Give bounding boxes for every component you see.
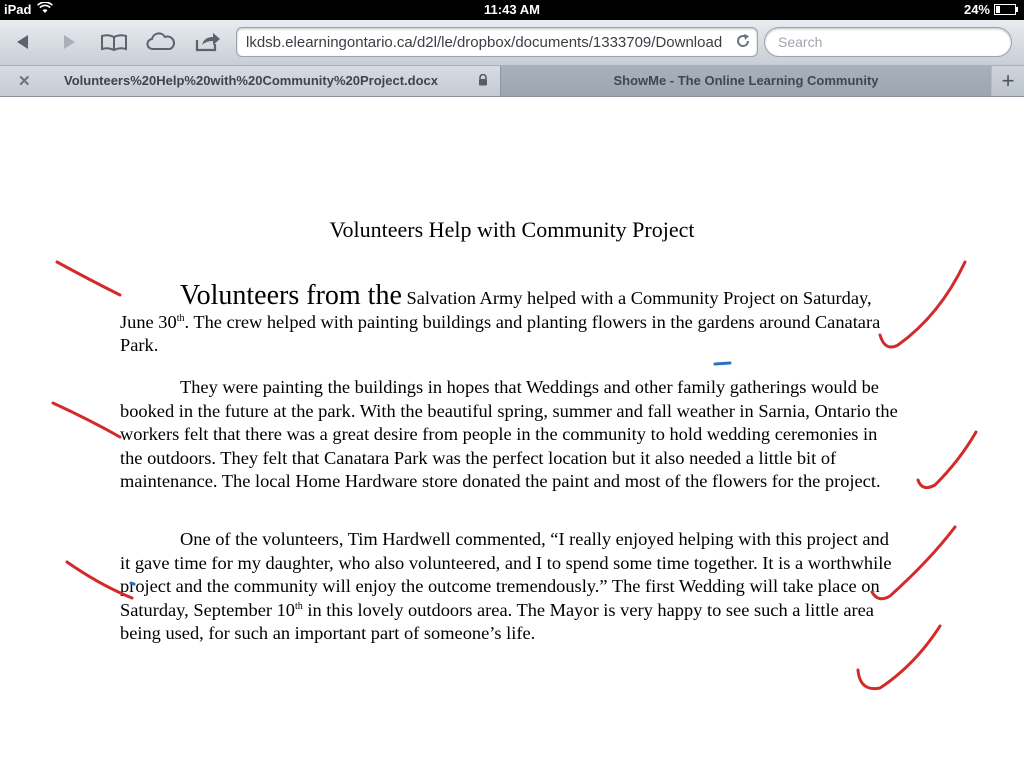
- red-dash-mark: [57, 262, 120, 295]
- paragraph-1-text-b: . The crew helped with painting buildings and planting flowers in the gardens around Canatara Park.: [120, 311, 881, 355]
- blue-dash-mark: [715, 363, 730, 364]
- paragraph-1-text-a: Salvation Army helped with a Community Project on Saturday, June 30: [120, 288, 872, 332]
- plus-icon: +: [1001, 68, 1015, 93]
- battery-level: [996, 6, 1000, 13]
- paragraph-1: [120, 280, 900, 358]
- paragraph-2: [120, 376, 900, 494]
- url-text: lkdsb.elearningontario.ca/d2l/le/dropbox/documents/1333709/Download: [246, 34, 723, 51]
- lock-icon: [478, 74, 488, 89]
- tab-title: ShowMe - The Online Learning Community: [613, 73, 879, 88]
- paragraph-2-text: They were painting the buildings in hopes that Weddings and other family gatherings would be booked in the future at the park. With the beautiful spring, summer and fall weather in Sarnia, Ontario the workers felt that there was a great desire from people in the community to hold wedding ceremonies in the outdoors. They felt that Canatara Park was the perfect location but it also needed a little bit of maintenance. The local Home Hardware store donated the paint and most of the flowers for the project.: [120, 377, 898, 491]
- paragraph-1-ordinal: th: [176, 312, 185, 324]
- browser-toolbar: [0, 20, 1024, 66]
- paragraph-3: [120, 528, 900, 646]
- tab-document[interactable]: [0, 66, 501, 96]
- back-arrow-icon: [14, 33, 32, 51]
- battery-percent: 24%: [963, 2, 990, 17]
- clock: 11:43 AM: [484, 2, 540, 17]
- forward-button[interactable]: [54, 28, 84, 56]
- paragraph-3-text-a: One of the volunteers, Tim Hardwell commented, “I really enjoyed helping with this project and it gave time for my daughter, who also volunteered, and I to spend some time together. It is a worthwhile project and the community will enjoy the outcome tremendously.” The first Wedding will take place on Saturday, September 10: [120, 529, 892, 620]
- reload-icon[interactable]: [735, 33, 751, 54]
- search-input[interactable]: [776, 33, 1000, 51]
- tab-bar: [0, 66, 1024, 97]
- share-button[interactable]: [193, 28, 223, 56]
- document-title: Volunteers Help with Community Project: [329, 217, 695, 242]
- search-field[interactable]: [764, 27, 1012, 57]
- status-bar: [0, 0, 1024, 20]
- paragraph-3-text-b: in this lovely outdoors area. The Mayor is very happy to see such a little area being used, for such an important part of someone’s life.: [120, 599, 874, 643]
- icloud-tabs-button[interactable]: [146, 28, 176, 56]
- back-button[interactable]: [8, 28, 38, 56]
- cloud-icon: [146, 32, 176, 52]
- red-dash-mark: [53, 403, 120, 437]
- new-tab-button[interactable]: [992, 66, 1024, 96]
- battery-icon: [994, 4, 1016, 15]
- tab-title: Volunteers%20Help%20with%20Community%20Project.docx: [64, 73, 438, 88]
- device-name: iPad: [4, 2, 32, 17]
- paragraph-3-ordinal: th: [295, 600, 303, 612]
- bookmarks-button[interactable]: [99, 28, 129, 56]
- book-icon: [100, 32, 128, 52]
- red-checkmark: [918, 432, 976, 488]
- tab-showme[interactable]: [501, 66, 991, 96]
- close-tab-icon[interactable]: ✕: [18, 73, 31, 90]
- address-bar[interactable]: [236, 27, 758, 57]
- paragraph-1-lead: Volunteers from the: [180, 280, 402, 311]
- share-icon: [194, 31, 222, 53]
- forward-arrow-icon: [60, 33, 78, 51]
